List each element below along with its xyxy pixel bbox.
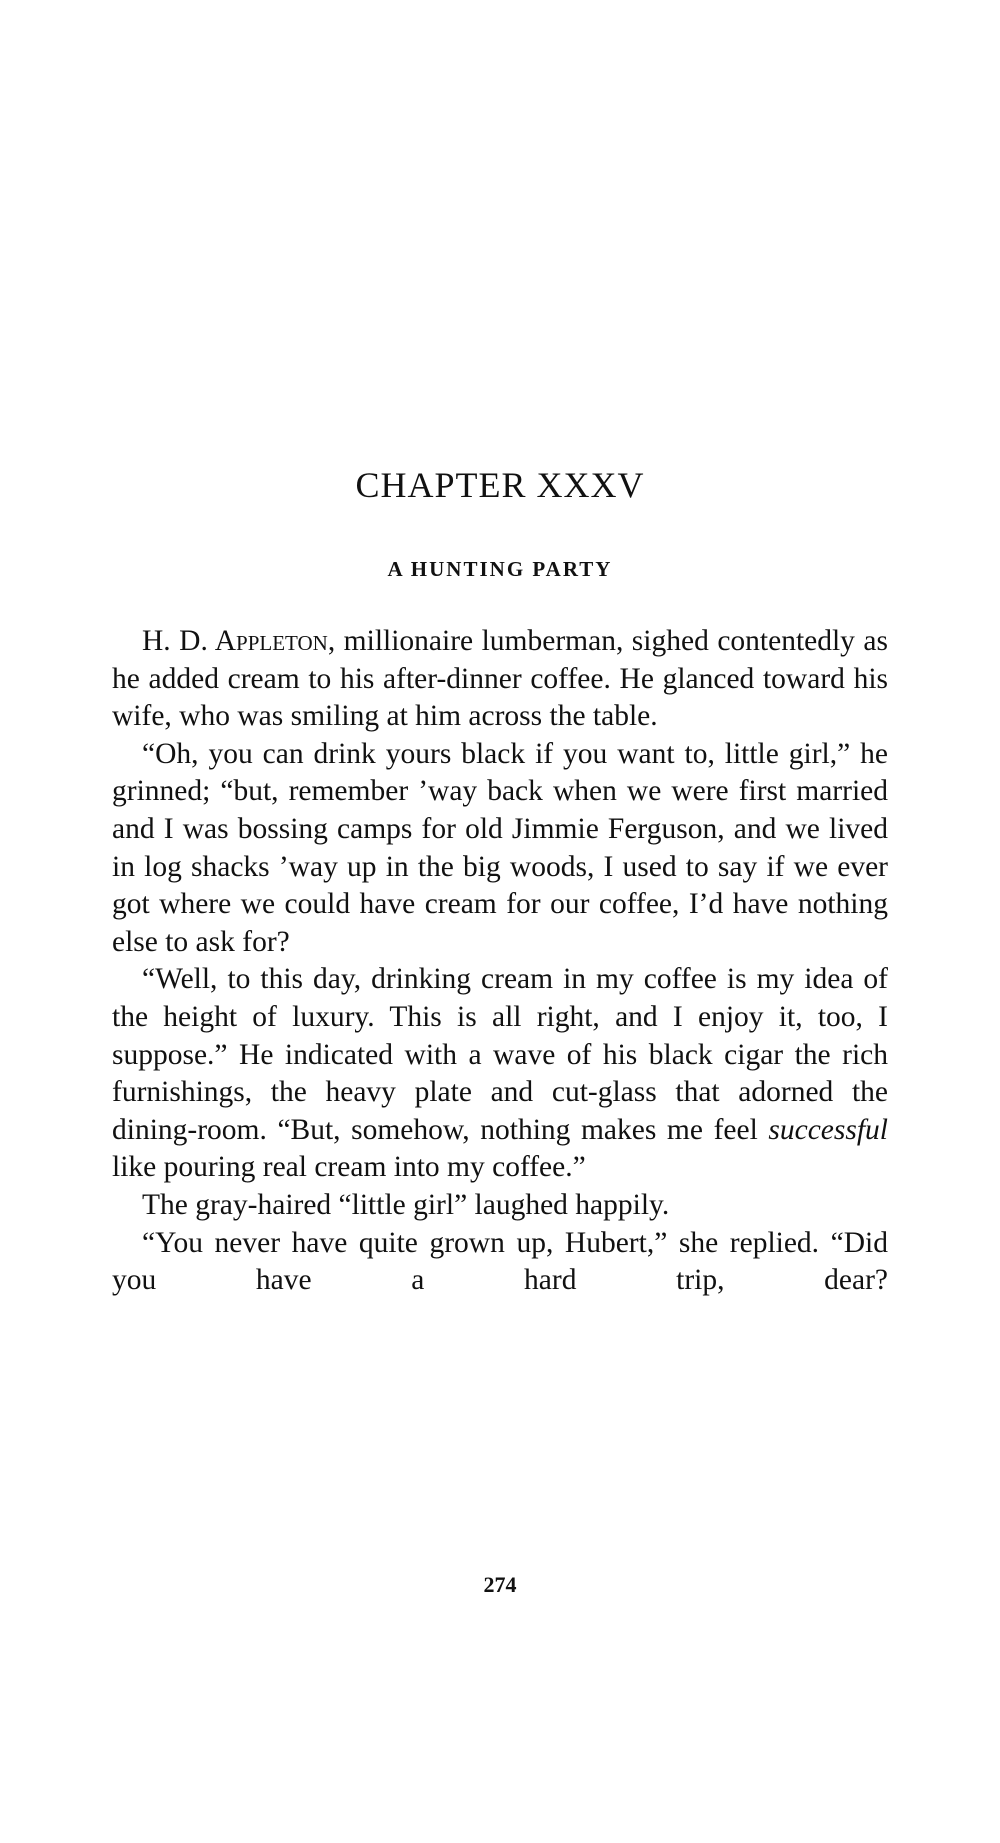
chapter-title: CHAPTER XXXV — [355, 465, 645, 505]
paragraph-3-part-a: “Well, to this day, drinking cream in my coffee is my idea of the height of luxury. This is all right, and I enjoy it, too, I suppose.” He indicated with a wave of his black cigar the rich furnishings, the heavy plate and cut-glass that adorned the dining-room. “But, somehow, nothing makes me feel — [112, 963, 888, 1146]
chapter-subtitle: A HUNTING PARTY — [387, 557, 613, 581]
body-text — [112, 623, 888, 1300]
paragraph-1-lead: H. D. A — [142, 625, 237, 657]
paragraph-4: The gray-haired “little girl” laughed happily. — [142, 1188, 670, 1221]
paragraph-3-part-b: like pouring real cream into my coffee.” — [112, 1151, 586, 1184]
paragraph-1 — [112, 623, 888, 736]
paragraph-1-smallcaps: ppleton — [236, 625, 328, 657]
page-number: 274 — [483, 1572, 517, 1597]
paragraph-2: “Oh, you can drink yours black if you want to, little girl,” he grinned; “but, remember ’way back when we were first married and I was bossing camps for old Jimmie Ferguson, and we lived in log shacks ’way up in the big woods, I used to say if we ever got where we could have cream for our coffee, I’d have nothing else to ask for? — [112, 737, 888, 958]
paragraph-1-rest: , millionaire lumberman, sighed contentedly as he added cream to his after-dinner coffee. He glanced toward his wife, who was smiling at him across the table. — [112, 625, 888, 733]
paragraph-5: “You never have quite grown up, Hubert,” she replied. “Did you have a hard trip, dear? — [112, 1226, 888, 1297]
paragraph-3 — [112, 961, 888, 1187]
paragraph-3-italic: successful — [768, 1113, 888, 1146]
